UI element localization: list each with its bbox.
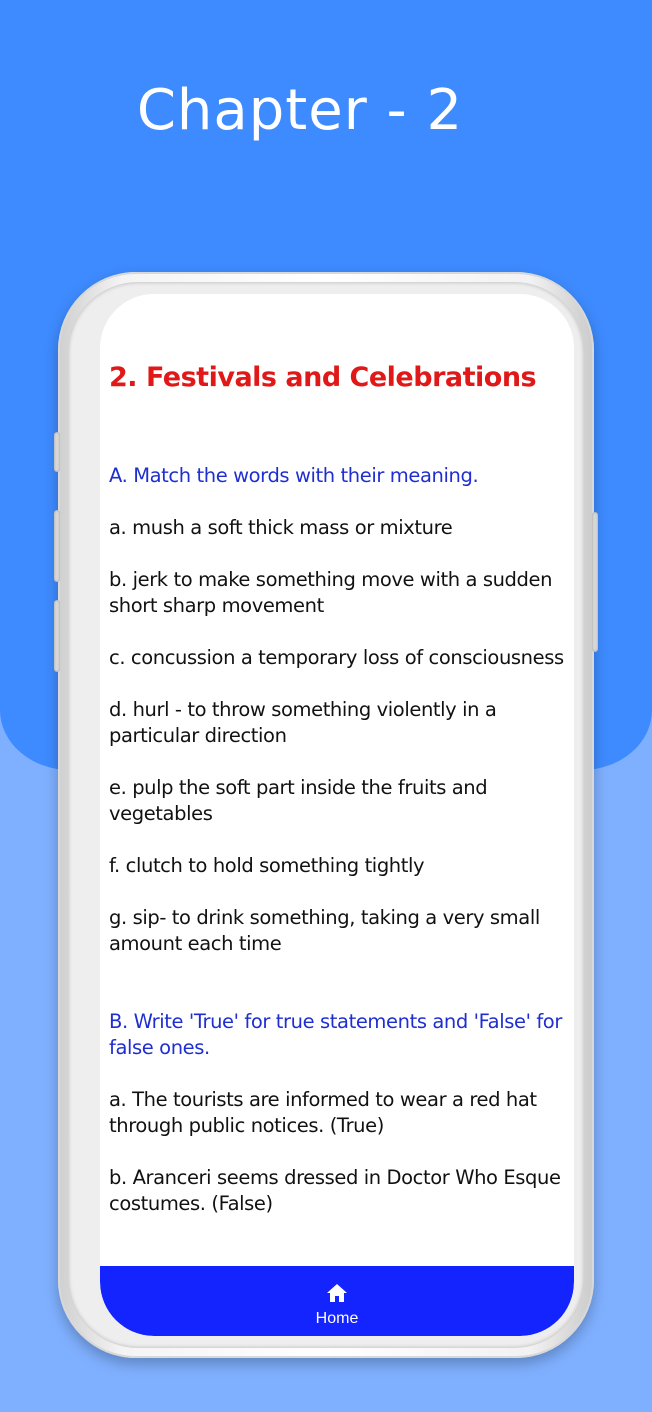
phone-side-button-1 [54, 432, 60, 472]
section-spacer [109, 983, 565, 1009]
section-a-item: f. clutch to hold something tightly [109, 854, 425, 877]
lesson-content[interactable] [109, 362, 565, 1243]
home-icon [324, 1281, 350, 1305]
section-b-heading: B. Write 'True' for true statements and 'False' for false ones. [109, 1010, 562, 1059]
section-a-item: a. mush a soft thick mass or mixture [109, 516, 453, 539]
section-a-item: e. pulp the soft part inside the fruits and vegetables [109, 776, 488, 825]
phone-power-button [592, 512, 598, 652]
nav-home-label: Home [315, 1310, 359, 1327]
phone-screen [100, 294, 574, 1336]
phone-bezel [68, 282, 584, 1348]
section-a-item: g. sip- to drink something, taking a very small amount each time [109, 906, 540, 955]
section-b-item: a. The tourists are informed to wear a red hat through public notices. (True) [109, 1088, 537, 1137]
section-b-item: b. Aranceri seems dressed in Doctor Who Esque costumes. (False) [109, 1166, 561, 1215]
phone-side-button-3 [54, 600, 60, 672]
section-a-item: d. hurl - to throw something violently in a particular direction [109, 698, 497, 747]
section-a-item: b. jerk to make something move with a sudden short sharp movement [109, 568, 553, 617]
nav-home-button[interactable] [287, 1266, 387, 1336]
lesson-title: 2. Festivals and Celebrations [109, 362, 537, 393]
promo-title: Chapter - 2 [136, 78, 464, 143]
bottom-navigation-bar [100, 1266, 574, 1336]
section-a-item: c. concussion a temporary loss of consciousness [109, 646, 564, 669]
section-a-heading: A. Match the words with their meaning. [109, 464, 479, 487]
phone-side-button-2 [54, 510, 60, 582]
phone-frame [58, 272, 594, 1358]
